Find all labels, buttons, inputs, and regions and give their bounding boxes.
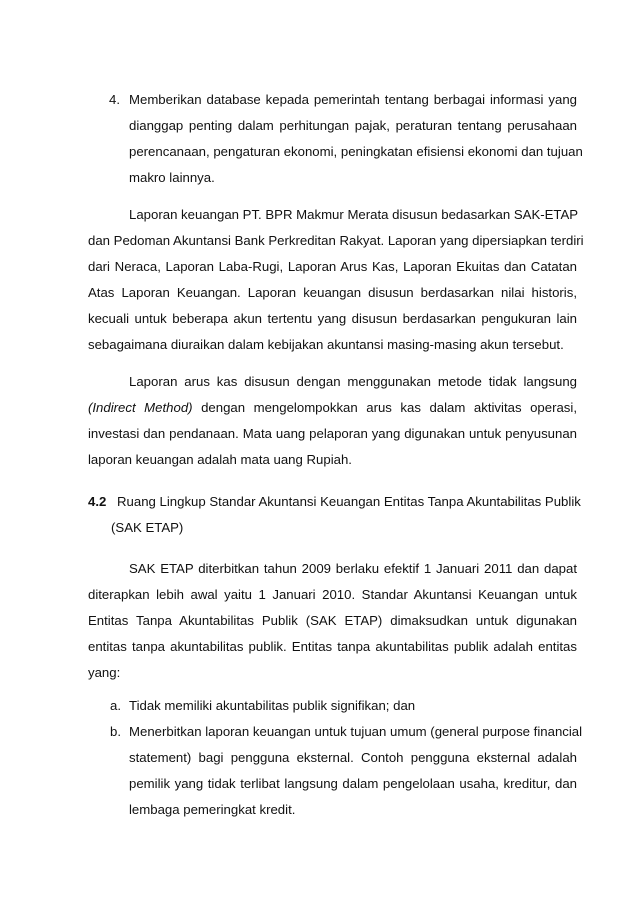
para3-line: entitas tanpa akuntabilitas publik. Entitas tanpa akuntabilitas publik adalah entitas: [88, 639, 577, 654]
italic-term: (Indirect Method): [88, 400, 193, 415]
list-item-b-line: Menerbitkan laporan keuangan untuk tujuan umum (general purpose financial: [129, 724, 583, 739]
para1-line: sebagaimana diuraikan dalam kebijakan akuntansi masing-masing akun tersebut.: [88, 337, 564, 352]
para2-line: [88, 400, 577, 416]
item4-line: makro lainnya.: [129, 170, 215, 185]
para3-line: Entitas Tanpa Akuntabilitas Publik (SAK ETAP) dimaksudkan untuk digunakan: [88, 613, 577, 628]
para3-line: SAK ETAP diterbitkan tahun 2009 berlaku efektif 1 Januari 2011 dan dapat: [129, 561, 577, 576]
list-number-4: 4.: [109, 92, 120, 107]
para1-line: Laporan keuangan PT. BPR Makmur Merata disusun bedasarkan SAK-ETAP: [129, 207, 579, 222]
para3-line: yang:: [88, 665, 121, 680]
para1-line: Atas Laporan Keuangan. Laporan keuangan disusun berdasarkan nilai historis,: [88, 285, 577, 300]
para1-line: kecuali untuk beberapa akun tertentu yang disusun berdasarkan pengukuran lain: [88, 311, 577, 326]
list-item-a: Tidak memiliki akuntabilitas publik signifikan; dan: [129, 698, 416, 713]
item4-line: Memberikan database kepada pemerintah tentang berbagai informasi yang: [129, 92, 577, 107]
list-label-b: b.: [110, 724, 121, 739]
para1-line: dan Pedoman Akuntansi Bank Perkreditan Rakyat. Laporan yang dipersiapkan terdiri: [88, 233, 584, 248]
section-number: 4.2: [88, 494, 107, 509]
para2-line-rest: dengan mengelompokkan arus kas dalam aktivitas operasi,: [192, 400, 577, 415]
list-item-b-line: pemilik yang tidak terlibat langsung dalam pengelolaan usaha, kreditur, dan: [129, 776, 577, 791]
item4-line: dianggap penting dalam perhitungan pajak, peraturan tentang perusahaan: [129, 118, 577, 133]
para2-line: Laporan arus kas disusun dengan menggunakan metode tidak langsung: [129, 374, 577, 389]
para3-line: diterapkan lebih awal yaitu 1 Januari 2010. Standar Akuntansi Keuangan untuk: [88, 587, 577, 602]
list-label-a: a.: [110, 698, 121, 713]
list-item-b-line: lembaga pemeringkat kredit.: [129, 802, 296, 817]
item4-line: perencanaan, pengaturan ekonomi, peningkatan efisiensi ekonomi dan tujuan: [129, 144, 583, 159]
para2-line: laporan keuangan adalah mata uang Rupiah.: [88, 452, 352, 467]
section-title-cont: (SAK ETAP): [111, 520, 184, 535]
section-title: Ruang Lingkup Standar Akuntansi Keuangan Entitas Tanpa Akuntabilitas Publik: [117, 494, 581, 509]
para2-line: investasi dan pendanaan. Mata uang pelaporan yang digunakan untuk penyusunan: [88, 426, 577, 441]
list-item-b-line: statement) bagi pengguna eksternal. Contoh pengguna eksternal adalah: [129, 750, 577, 765]
para1-line: dari Neraca, Laporan Laba-Rugi, Laporan Arus Kas, Laporan Ekuitas dan Catatan: [88, 259, 577, 274]
